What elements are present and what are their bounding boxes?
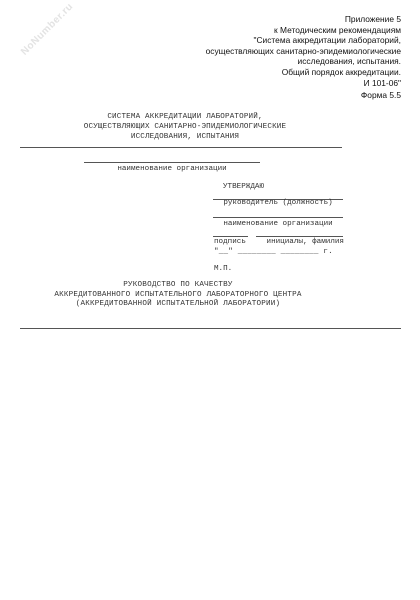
document-title bbox=[0, 281, 356, 310]
document-title-line: (АККРЕДИТОВАННОЙ ИСПЫТАТЕЛЬНОЙ ЛАБОРАТОРИИ) bbox=[75, 300, 281, 309]
appendix-note bbox=[141, 14, 401, 88]
signature-row bbox=[214, 238, 344, 246]
position-label: руководитель (должность) bbox=[223, 199, 333, 207]
org-name-caption: наименование организации bbox=[117, 165, 227, 173]
org-label: наименование организации bbox=[223, 220, 333, 228]
stamp-place: М.П. bbox=[214, 265, 233, 273]
document-title-line: РУКОВОДСТВО ПО КАЧЕСТВУ bbox=[123, 281, 233, 289]
system-title bbox=[20, 112, 350, 142]
org-name-line bbox=[84, 162, 260, 163]
appendix-line: И 101-06" bbox=[363, 77, 401, 88]
initials-label: инициалы, фамилия bbox=[266, 238, 344, 246]
initials-line bbox=[256, 236, 343, 237]
system-title-line: ИССЛЕДОВАНИЯ, ИСПЫТАНИЯ bbox=[130, 133, 240, 141]
date-line: "__" ________ ________ г. bbox=[214, 248, 333, 256]
appendix-line: Приложение 5 bbox=[344, 14, 401, 24]
form-number: Форма 5.5 bbox=[360, 90, 401, 100]
appendix-line: к Методическим рекомендациям bbox=[274, 24, 401, 35]
appendix-line: Общий порядок аккредитации. bbox=[281, 66, 401, 77]
signature-label: подпись bbox=[214, 238, 246, 246]
org-line bbox=[213, 217, 343, 218]
system-title-line: ОСУЩЕСТВЛЯЮЩИХ САНИТАРНО-ЭПИДЕМИОЛОГИЧЕСКИЕ bbox=[83, 123, 287, 131]
bottom-divider bbox=[20, 328, 401, 329]
document-title-line: АККРЕДИТОВАННОГО ИСПЫТАТЕЛЬНОГО ЛАБОРАТОРНОГО ЦЕНТРА bbox=[54, 290, 302, 299]
signature-line bbox=[213, 236, 248, 237]
system-title-line: СИСТЕМА АККРЕДИТАЦИИ ЛАБОРАТОРИЙ, bbox=[107, 113, 263, 121]
watermark-ribbon: NoNumber.ru bbox=[18, 0, 76, 58]
approve-heading: УТВЕРЖДАЮ bbox=[223, 183, 265, 191]
appendix-line: осуществляющих санитарно-эпидемиологические bbox=[205, 45, 401, 56]
appendix-line: исследования, испытания. bbox=[297, 56, 401, 67]
title-divider bbox=[20, 147, 342, 148]
appendix-line: "Система аккредитации лабораторий, bbox=[253, 35, 401, 46]
